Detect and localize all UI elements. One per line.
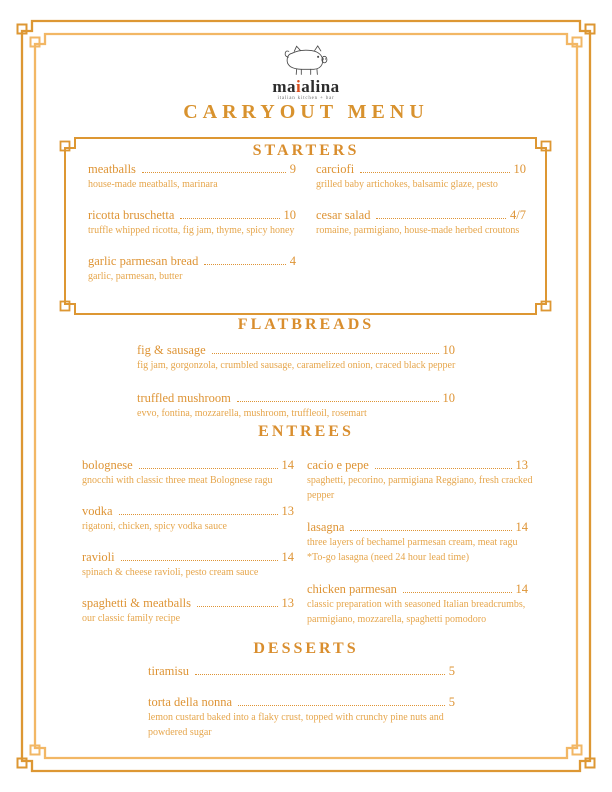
item-price: 14 xyxy=(281,458,294,472)
item-description: garlic, parmesan, butter xyxy=(88,271,183,282)
menu-item-truffled-mushroom xyxy=(137,390,455,421)
item-name: tiramisu xyxy=(148,664,189,678)
brand-name xyxy=(0,78,612,95)
item-price: 13 xyxy=(281,504,294,518)
brand-suffix: alina xyxy=(301,77,340,96)
item-price: 10 xyxy=(513,162,526,176)
menu-item-carciofi xyxy=(316,161,526,192)
item-name: ricotta bruschetta xyxy=(88,208,175,222)
item-price: 9 xyxy=(289,162,296,176)
page-title: CARRYOUT MENU xyxy=(183,101,429,123)
dot-leader xyxy=(180,218,279,219)
item-price: 4/7 xyxy=(510,208,526,222)
item-price: 14 xyxy=(515,582,528,596)
dot-leader xyxy=(360,172,509,173)
item-description: house-made meatballs, marinara xyxy=(88,179,218,190)
section-title-flatbreads: FLATBREADS xyxy=(237,316,375,333)
item-price: 14 xyxy=(515,520,528,534)
dot-leader xyxy=(375,468,512,469)
dot-leader xyxy=(197,606,277,607)
item-description: spaghetti, pecorino, parmigiana Reggiano, fresh cracked pepper xyxy=(307,475,533,501)
dot-leader xyxy=(376,218,506,219)
item-name: carciofi xyxy=(316,162,355,176)
item-description: spinach & cheese ravioli, pesto cream sauce xyxy=(82,567,259,578)
dot-leader xyxy=(139,468,278,469)
logo xyxy=(0,40,612,101)
item-name: truffled mushroom xyxy=(137,391,231,405)
menu-item-lasagna xyxy=(307,519,528,565)
item-name: lasagna xyxy=(307,520,345,534)
item-name: meatballs xyxy=(88,162,136,176)
item-name: cacio e pepe xyxy=(307,458,369,472)
item-description: gnocchi with classic three meat Bolognese ragu xyxy=(82,475,273,486)
menu-item-fig-sausage xyxy=(137,342,455,373)
starters-left-column xyxy=(88,161,296,299)
item-name: chicken parmesan xyxy=(307,582,397,596)
item-note: *To-go lasagna (need 24 hour lead time) xyxy=(307,552,470,563)
menu-item-vodka xyxy=(82,503,294,534)
dot-leader xyxy=(403,592,512,593)
item-description: three layers of bechamel parmesan cream, meat ragu xyxy=(307,537,518,548)
item-name: ravioli xyxy=(82,550,115,564)
dot-leader xyxy=(142,172,286,173)
menu-item-ricotta-bruschetta xyxy=(88,207,296,238)
item-name: bolognese xyxy=(82,458,133,472)
item-description: our classic family recipe xyxy=(82,613,181,624)
item-price: 13 xyxy=(515,458,528,472)
menu-item-chicken-parmesan xyxy=(307,581,528,627)
item-description: fig jam, gorgonzola, crumbled sausage, caramelized onion, craced black pepper xyxy=(137,360,456,371)
dot-leader xyxy=(195,674,445,675)
section-title-entrees: ENTREES xyxy=(258,423,354,440)
item-price: 10 xyxy=(442,343,455,357)
pig-icon xyxy=(280,40,332,76)
dot-leader xyxy=(119,514,278,515)
dot-leader xyxy=(121,560,278,561)
starters-right-column xyxy=(316,161,526,253)
menu-item-tiramisu xyxy=(148,663,455,679)
item-price: 10 xyxy=(283,208,296,222)
section-title-starters: STARTERS xyxy=(252,142,360,159)
menu-item-bolognese xyxy=(82,457,294,488)
dot-leader xyxy=(350,530,511,531)
menu-item-torta-della-nonna xyxy=(148,694,455,740)
item-name: cesar salad xyxy=(316,208,371,222)
entrees-right-column xyxy=(307,457,533,643)
item-description: truffle whipped ricotta, fig jam, thyme, spicy honey xyxy=(88,225,295,236)
menu-item-garlic-parmesan-bread xyxy=(88,253,296,284)
dot-leader xyxy=(238,705,445,706)
item-description: grilled baby artichokes, balsamic glaze, pesto xyxy=(316,179,498,190)
item-description: classic preparation with seasoned Italian breadcrumbs, parmigiano, mozzarella, spaghetti pomodoro xyxy=(307,599,526,625)
dot-leader xyxy=(212,353,439,354)
item-price: 5 xyxy=(448,664,455,678)
dot-leader xyxy=(237,401,439,402)
item-description: evvo, fontina, mozzarella, mushroom, truffleoil, rosemart xyxy=(137,408,367,419)
item-price: 14 xyxy=(281,550,294,564)
menu-item-meatballs xyxy=(88,161,296,192)
item-name: spaghetti & meatballs xyxy=(82,596,192,610)
item-name: fig & sausage xyxy=(137,343,206,357)
brand-accent-letter: i xyxy=(296,77,302,96)
item-description: lemon custard baked into a flaky crust, topped with crunchy pine nuts and powdered sugar xyxy=(148,712,444,738)
item-description: rigatoni, chicken, spicy vodka sauce xyxy=(82,521,227,532)
entrees-left-column xyxy=(82,457,294,641)
item-price: 10 xyxy=(442,391,455,405)
section-title-desserts: DESSERTS xyxy=(253,640,359,657)
item-name: torta della nonna xyxy=(148,695,232,709)
dot-leader xyxy=(204,264,285,265)
item-price: 4 xyxy=(289,254,296,268)
item-name: garlic parmesan bread xyxy=(88,254,199,268)
desserts-column xyxy=(148,663,455,755)
brand-prefix: ma xyxy=(272,77,297,96)
item-description: romaine, parmigiano, house-made herbed croutons xyxy=(316,225,520,236)
menu-item-cesar-salad xyxy=(316,207,526,238)
menu-item-ravioli xyxy=(82,549,294,580)
brand-tagline: italian kitchen + bar xyxy=(277,96,335,101)
item-name: vodka xyxy=(82,504,113,518)
menu-item-cacio-e-pepe xyxy=(307,457,533,503)
item-price: 13 xyxy=(281,596,294,610)
menu-item-spaghetti-meatballs xyxy=(82,595,294,626)
item-price: 5 xyxy=(448,695,455,709)
